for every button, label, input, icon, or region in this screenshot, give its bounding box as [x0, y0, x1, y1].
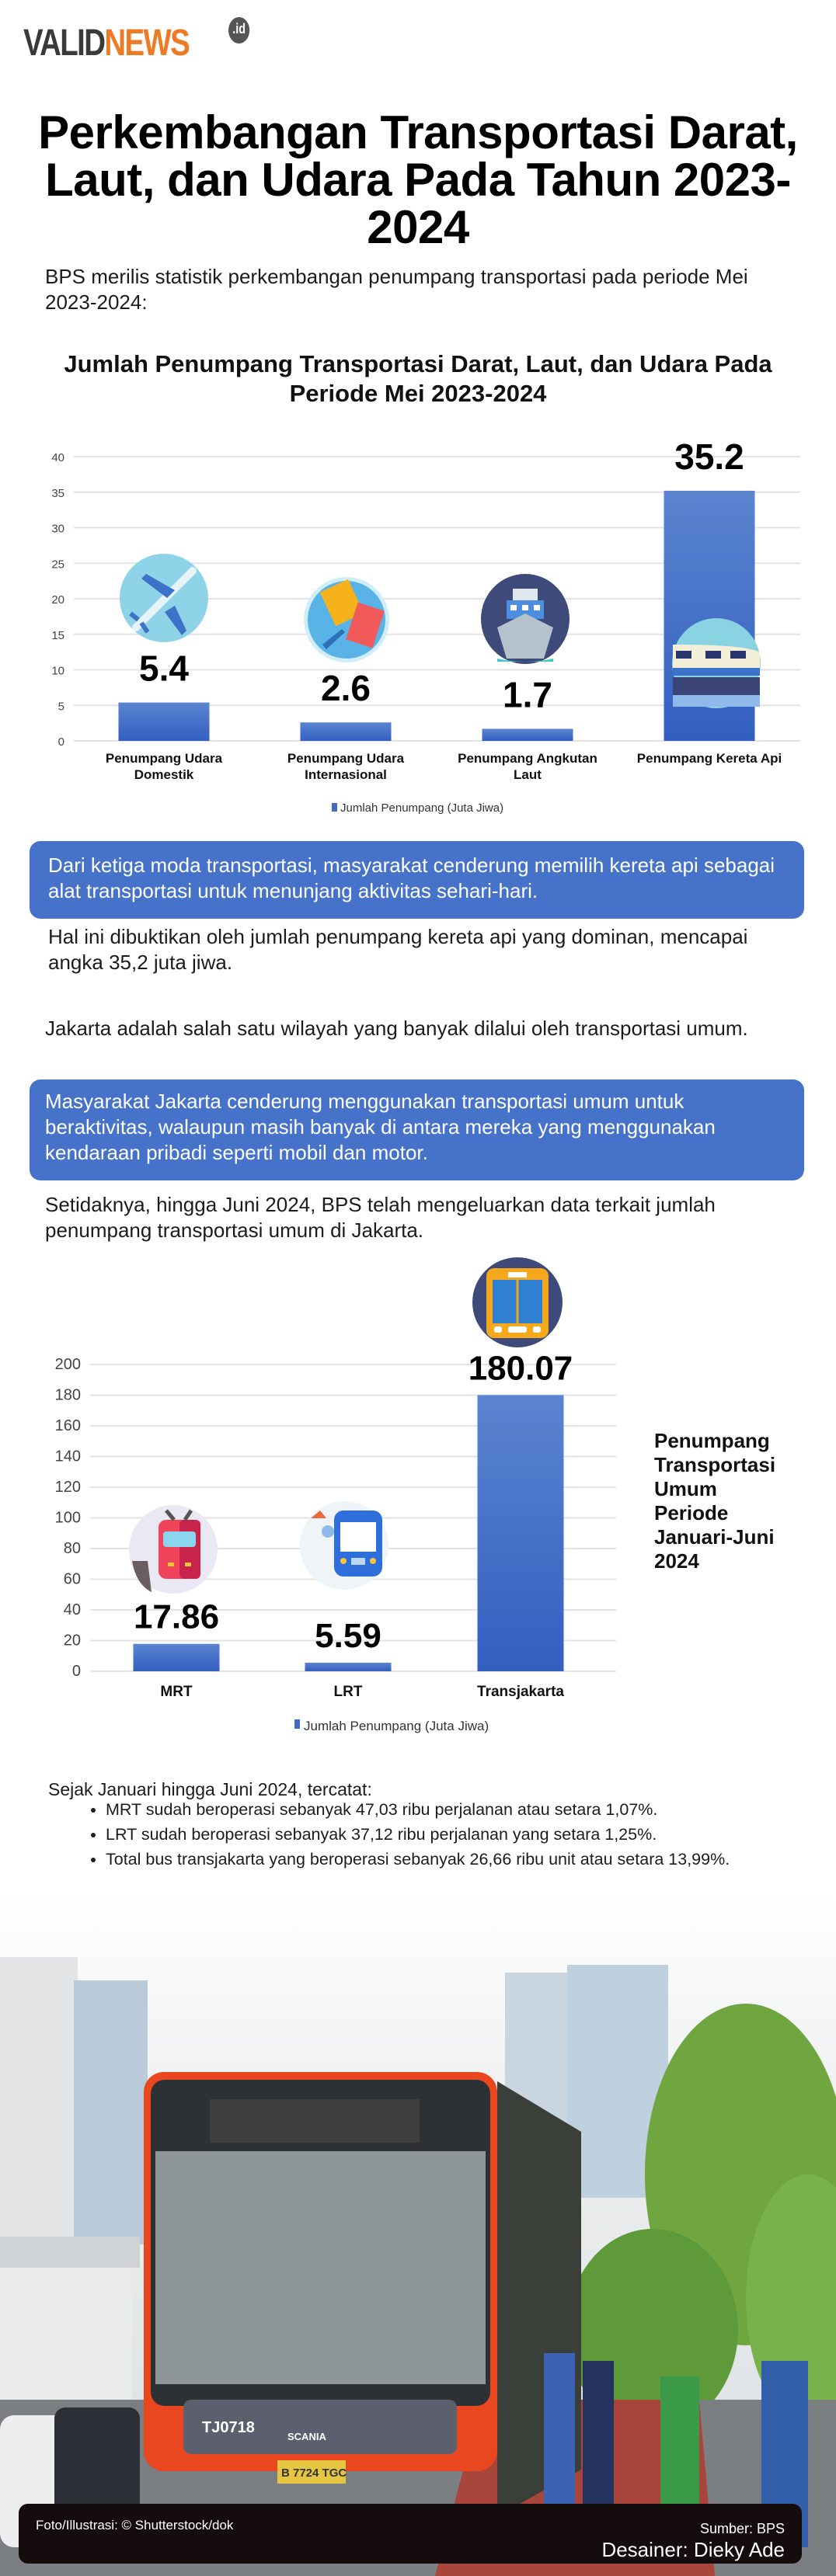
airplane-icon — [120, 554, 208, 642]
bar — [119, 703, 210, 741]
legend-label: Jumlah Penumpang (Juta Jiwa) — [340, 801, 504, 815]
y-tick-label: 35 — [51, 486, 64, 500]
lrt-train-icon — [300, 1501, 388, 1590]
y-tick-label: 180 — [54, 1386, 81, 1404]
mrt-train-icon — [129, 1505, 218, 1594]
bus-brand: SCANIA — [287, 2431, 326, 2442]
chart-2-title — [654, 1429, 825, 1573]
x-category-label: Penumpang Udara — [105, 751, 223, 766]
chart-2-title-line: Penumpang — [654, 1429, 770, 1452]
x-category-label: Penumpang Udara — [287, 751, 405, 766]
bar — [305, 1663, 392, 1671]
y-tick-label: 0 — [57, 735, 64, 749]
intro-text: BPS merilis statistik perkembangan penumpang transportasi pada periode Mei 2023-2024: — [45, 265, 748, 314]
bar — [134, 1644, 220, 1671]
y-tick-label: 10 — [51, 664, 64, 678]
paragraph-1: Hal ini dibuktikan oleh jumlah penumpang kereta api yang dominan, mencapai angka 35,2 juta jiwa. — [48, 925, 748, 974]
validnews-logo: VALIDNEWS .id — [23, 22, 189, 64]
list-item: • LRT sudah beroperasi sebanyak 37,12 ribu perjalanan yang setara 1,25%. — [106, 1822, 836, 1847]
y-tick-label: 100 — [54, 1509, 81, 1527]
footer-bar — [19, 2504, 802, 2564]
legend-swatch — [294, 1719, 300, 1729]
x-category-label: Penumpang Kereta Api — [636, 751, 782, 766]
list-item: • MRT sudah beroperasi sebanyak 47,03 ribu perjalanan atau setara 1,07%. — [106, 1797, 836, 1822]
y-tick-label: 5 — [57, 700, 64, 714]
highlight-box-2: Masyarakat Jakarta cenderung menggunakan transportasi umum untuk beraktivitas, walaupun masih banyak di antara mereka yang menggunakan kendaraan pribadi seperti mobil dan motor. — [30, 1079, 804, 1180]
bus-icon — [472, 1257, 563, 1347]
paragraph-3: Setidaknya, hingga Juni 2024, BPS telah mengeluarkan data terkait jumlah penumpang transportasi umum di Jakarta. — [45, 1193, 716, 1242]
data-label: 35.2 — [674, 436, 744, 477]
chart-1 — [0, 0, 836, 831]
y-tick-label: 30 — [51, 522, 64, 536]
chart-2-title-line: Januari-Juni — [654, 1525, 775, 1549]
y-tick-label: 60 — [63, 1570, 81, 1588]
chart-1-title: Jumlah Penumpang Transportasi Darat, Laut, dan Udara Pada Periode Mei 2023-2024 — [64, 350, 772, 407]
stats-list — [48, 1797, 836, 1872]
data-label: 180.07 — [468, 1349, 573, 1388]
x-category-label: MRT — [160, 1684, 193, 1700]
flight-ticket-icon — [304, 577, 389, 662]
y-tick-label: 200 — [54, 1356, 81, 1373]
highlight-box-1: Dari ketiga moda transportasi, masyarakat cenderung memilih kereta api sebagai alat transportasi untuk menunjang aktivitas sehari-hari. — [30, 841, 804, 919]
list-item: • Total bus transjakarta yang beroperasi sebanyak 26,66 ribu unit atau setara 13,99%. — [106, 1847, 836, 1872]
y-tick-label: 40 — [63, 1601, 81, 1618]
bar — [478, 1395, 564, 1671]
bus-number: TJ0718 — [202, 2419, 255, 2436]
train-icon — [672, 618, 761, 708]
chart-2-title-line: 2024 — [654, 1549, 699, 1573]
license-plate: B 7724 TGC — [281, 2466, 347, 2480]
y-tick-label: 120 — [54, 1479, 81, 1496]
bus-photo — [0, 1895, 836, 2576]
list-intro: Sejak Januari hingga Juni 2024, tercatat: — [48, 1779, 372, 1799]
x-category-label: Penumpang Angkutan — [458, 751, 597, 766]
x-category-label: Internasional — [305, 767, 387, 782]
photo-credit: Foto/Illustrasi: © Shutterstock/dok — [36, 2518, 234, 2533]
y-tick-label: 25 — [51, 558, 64, 572]
y-tick-label: 0 — [71, 1663, 81, 1680]
data-label: 2.6 — [321, 668, 371, 709]
data-source: Sumber: BPS — [699, 2521, 785, 2536]
y-tick-label: 40 — [51, 451, 64, 464]
legend-label: Jumlah Penumpang (Juta Jiwa) — [304, 1719, 489, 1733]
data-label: 17.86 — [133, 1597, 220, 1636]
data-label: 5.4 — [139, 648, 189, 689]
ship-icon — [481, 574, 570, 664]
x-category-label: Domestik — [134, 767, 194, 782]
y-tick-label: 20 — [63, 1632, 81, 1650]
y-tick-label: 15 — [51, 628, 64, 642]
chart-2-title-line: Periode — [654, 1501, 729, 1524]
y-tick-label: 20 — [51, 593, 64, 607]
page-title: Perkembangan Transportasi Darat, Laut, dan Udara Pada Tahun 2023-2024 — [38, 106, 798, 253]
bar — [301, 722, 392, 741]
y-tick-label: 80 — [63, 1540, 81, 1557]
x-category-label: LRT — [333, 1684, 363, 1700]
designer-credit: Desainer: Dieky Ade — [601, 2538, 785, 2561]
paragraph-2: Jakarta adalah salah satu wilayah yang banyak dilalui oleh transportasi umum. — [45, 1017, 748, 1040]
y-tick-label: 140 — [54, 1448, 81, 1465]
data-label: 1.7 — [503, 674, 552, 715]
chart-2-title-line: Transportasi — [654, 1453, 776, 1476]
y-tick-label: 160 — [54, 1417, 81, 1434]
chart-2-title-line: Umum — [654, 1477, 717, 1500]
x-category-label: Laut — [514, 767, 542, 782]
legend-swatch — [332, 803, 337, 812]
x-category-label: Transjakarta — [477, 1684, 564, 1700]
data-label: 5.59 — [315, 1616, 381, 1655]
bar — [482, 728, 573, 741]
